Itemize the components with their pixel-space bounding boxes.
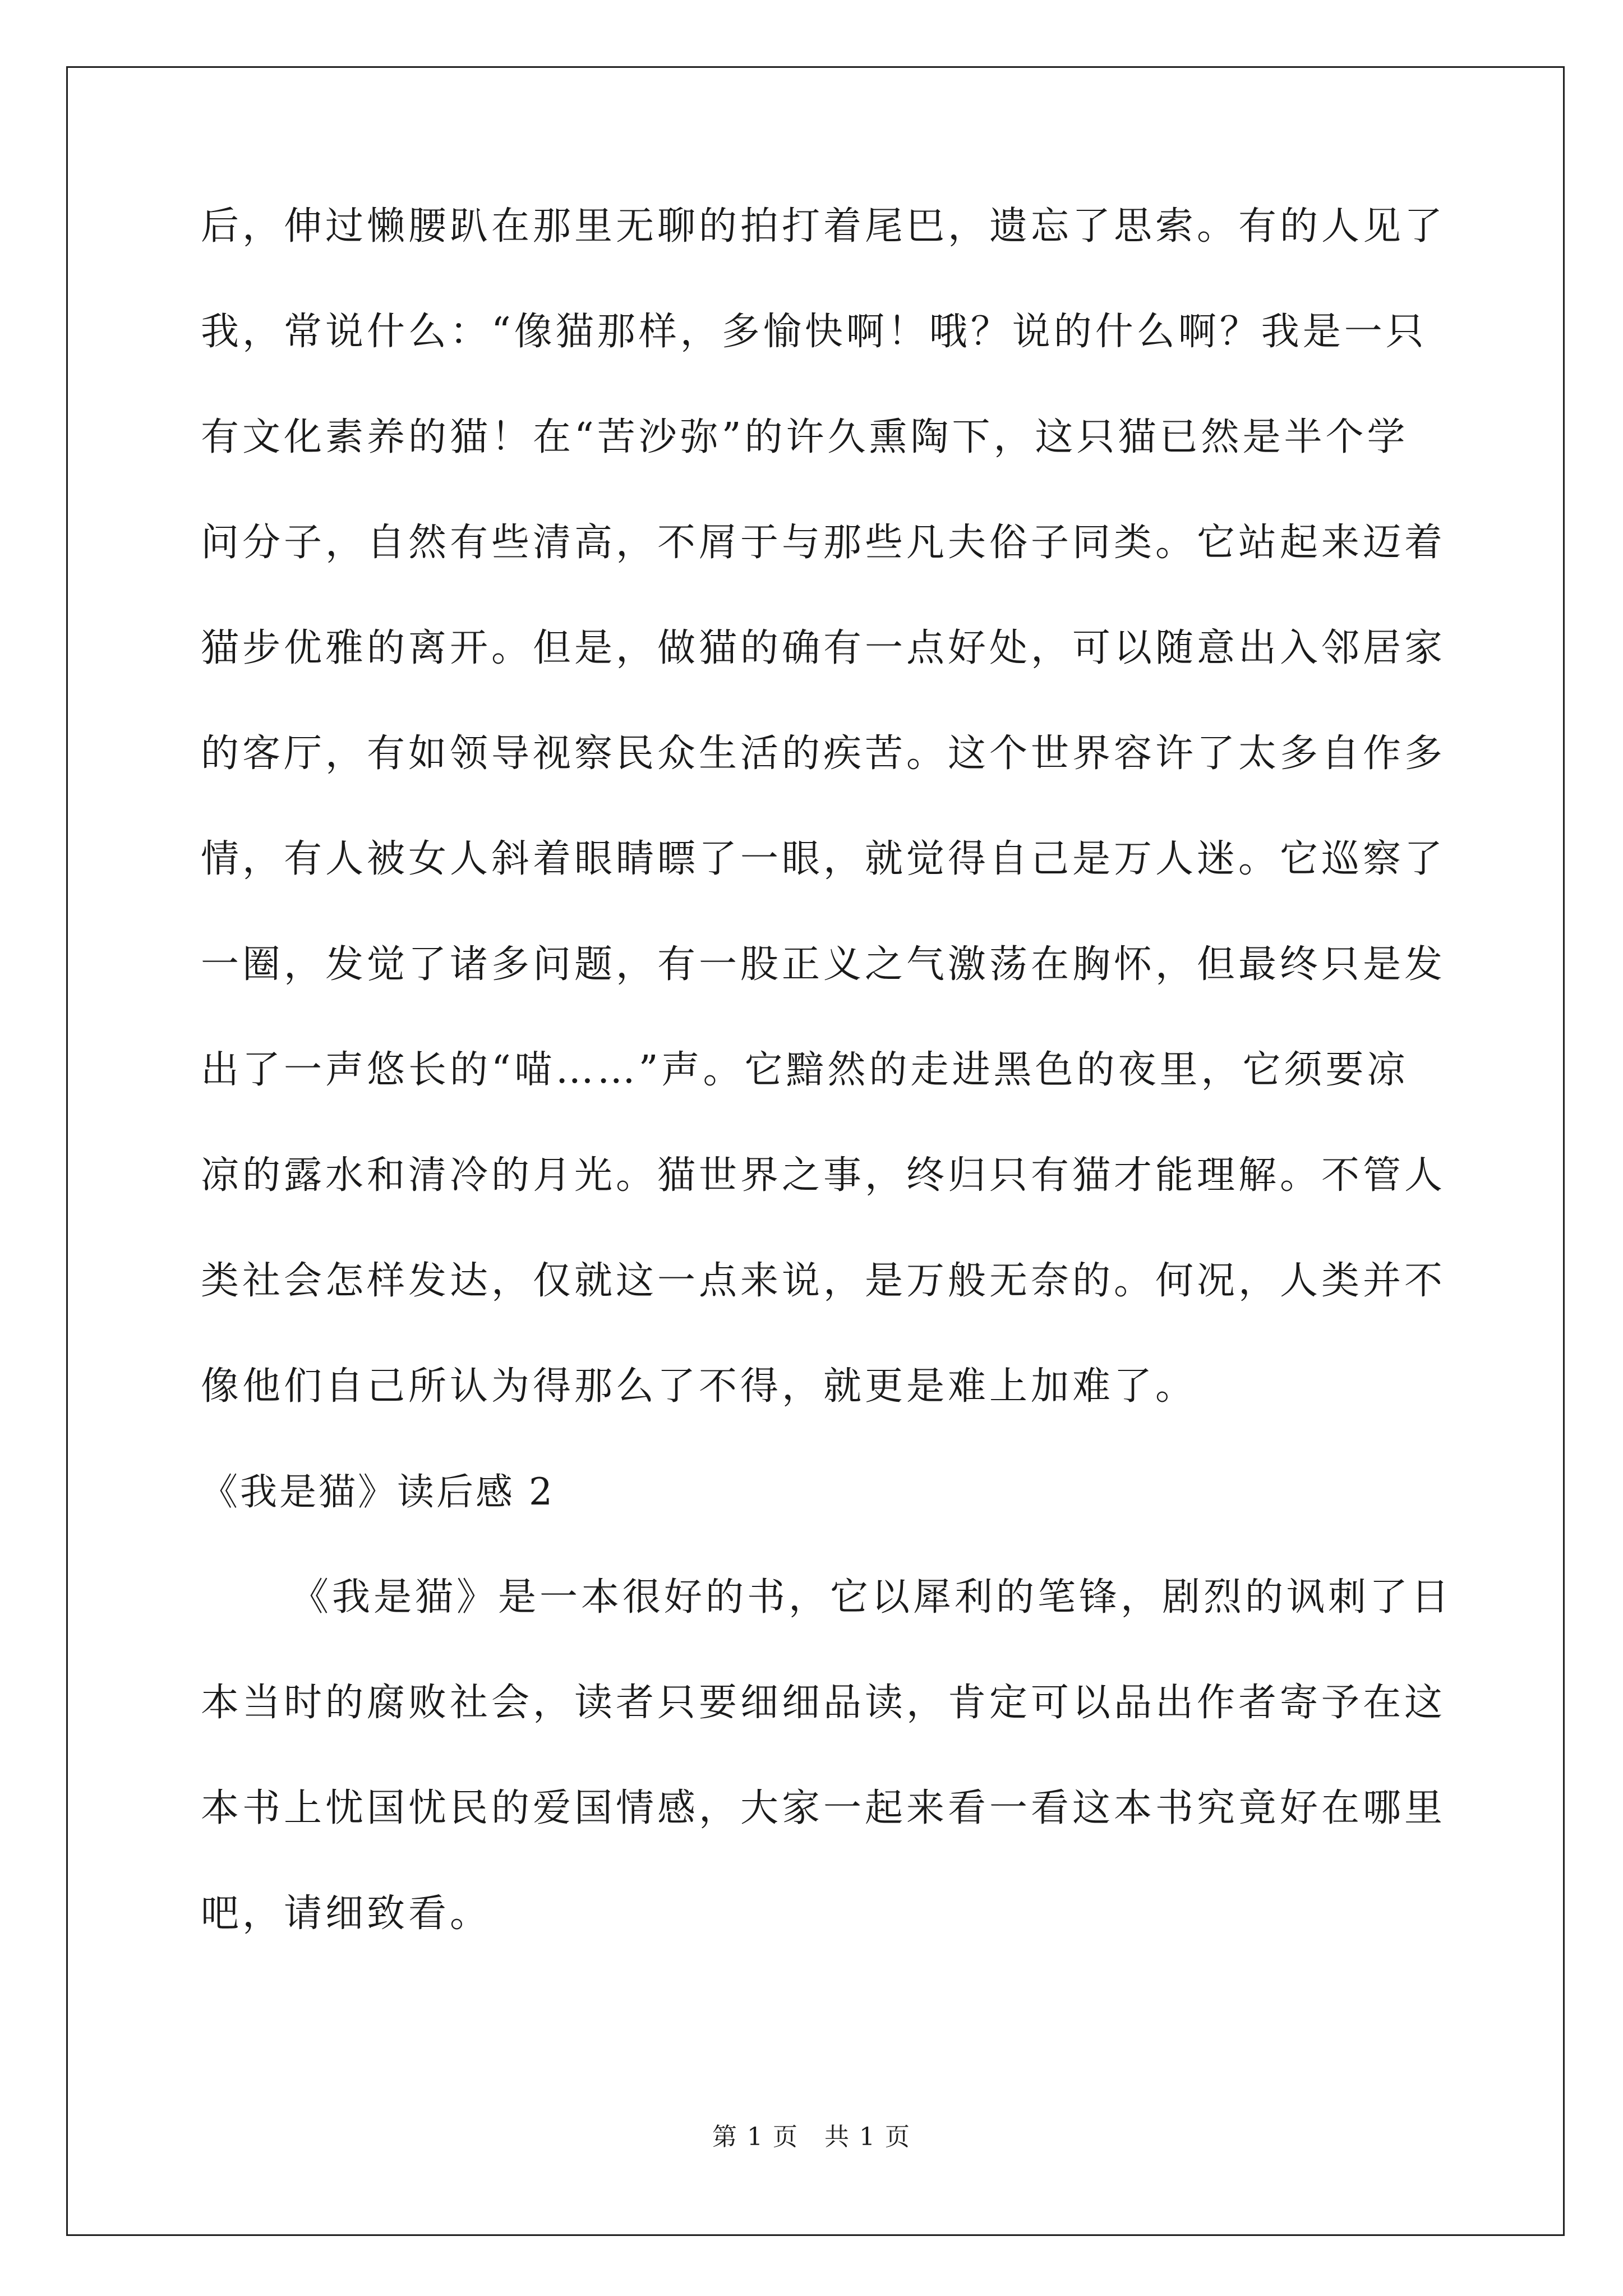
section-title: 《我是猫》读后感 2 — [201, 1470, 555, 1513]
text-line-2: 我，常说什么：“像猫那样，多愉快啊！哦？说的什么啊？我是一只 — [201, 310, 1427, 354]
text-line-9: 出了一声悠长的“喵……”声。它黯然的走进黑色的夜里，它须要凉 — [201, 1048, 1409, 1092]
text-line-12: 像他们自己所认为得那么了不得，就更是难上加难了。 — [201, 1364, 1197, 1409]
text-line-6: 的客厅，有如领导视察民众生活的疾苦。这个世界容许了太多自作多 — [201, 731, 1446, 776]
section-line-2: 本当时的腐败社会，读者只要细细品读，肯定可以品出作者寄予在这 — [201, 1681, 1446, 1725]
page-number-footer: 第 1 页 共 1 页 — [712, 2123, 911, 2151]
text-line-7: 情，有人被女人斜着眼睛瞟了一眼，就觉得自己是万人迷。它巡察了 — [201, 837, 1446, 881]
section-line-3: 本书上忧国忧民的爱国情感，大家一起来看一看这本书究竟好在哪里 — [201, 1786, 1446, 1830]
text-line-8: 一圈，发觉了诸多问题，有一股正义之气激荡在胸怀，但最终只是发 — [201, 942, 1446, 987]
text-line-1: 后，伸过懒腰趴在那里无聊的拍打着尾巴，遗忘了思索。有的人见了 — [201, 204, 1446, 249]
text-line-10: 凉的露水和清冷的月光。猫世界之事，终归只有猫才能理解。不管人 — [201, 1153, 1446, 1198]
text-line-5: 猫步优雅的离开。但是，做猫的确有一点好处，可以随意出入邻居家 — [201, 626, 1446, 670]
text-line-11: 类社会怎样发达，仅就这一点来说，是万般无奈的。何况，人类并不 — [201, 1259, 1446, 1303]
section-line-1: 《我是猫》是一本很好的书，它以犀利的笔锋，剧烈的讽刺了日 — [291, 1575, 1453, 1619]
section-line-4: 吧，请细致看。 — [201, 1892, 492, 1936]
text-line-3: 有文化素养的猫！在“苦沙弥”的许久熏陶下，这只猫已然是半个学 — [201, 415, 1409, 459]
text-line-4: 问分子，自然有些清高，不屑于与那些凡夫俗子同类。它站起来迈着 — [201, 521, 1446, 565]
